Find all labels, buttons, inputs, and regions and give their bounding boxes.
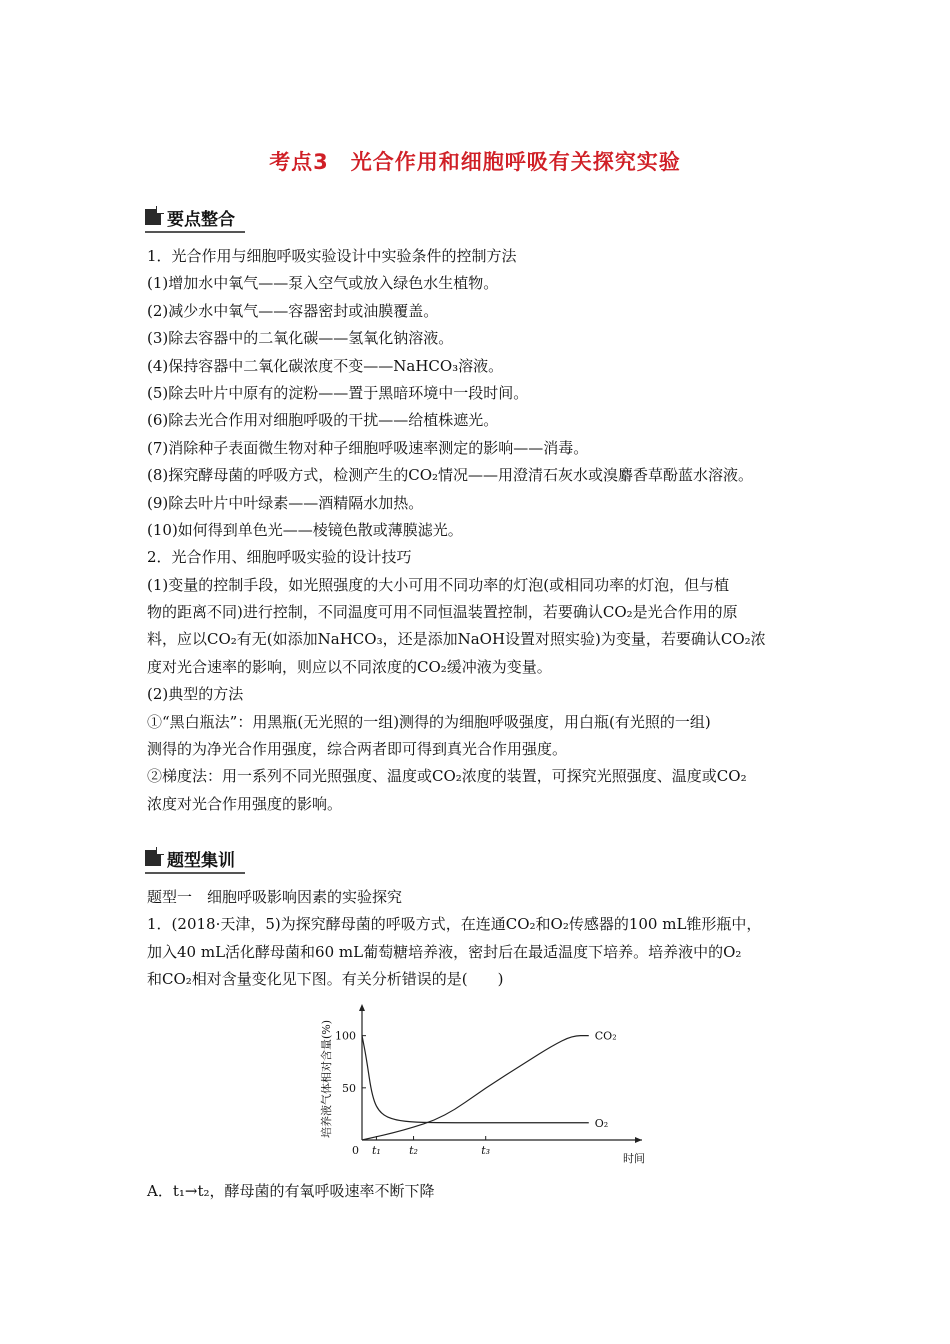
page-title: 考点3 光合作用和细胞呼吸有关探究实验 <box>269 150 681 174</box>
text-line: (6)除去光合作用对细胞呼吸的干扰——给植株遮光。 <box>147 411 499 430</box>
x-axis-arrow-icon <box>635 1137 642 1143</box>
section-heading-label: 题型集训 <box>167 850 235 871</box>
y-tick-label: 50 <box>342 1081 356 1095</box>
series-label: O₂ <box>594 1116 609 1130</box>
section-heading-key-points <box>145 204 235 230</box>
text-line: (9)除去叶片中叶绿素——酒精隔水加热。 <box>147 493 424 512</box>
gas-content-chart <box>310 1000 650 1180</box>
series-line <box>362 1036 589 1123</box>
x-tick-label: t₁ <box>372 1144 381 1157</box>
y-axis-arrow-icon <box>359 1004 365 1011</box>
answer-option-a: A．t₁→t₂，酵母菌的有氧呼吸速率不断下降 <box>147 1182 435 1200</box>
text-line: 测得的为净光合作用强度，综合两者即可得到真光合作用强度。 <box>147 740 568 759</box>
section-heading-exercises <box>145 845 235 871</box>
text-line: (2)减少水中氧气——容器密封或油膜覆盖。 <box>147 301 439 320</box>
series-label: CO₂ <box>594 1029 617 1043</box>
text-line: (7)消除种子表面微生物对种子细胞呼吸速率测定的影响——消毒。 <box>147 438 589 457</box>
text-line: (8)探究酵母菌的呼吸方式，检测产生的CO₂情况——用澄清石灰水或溴麝香草酚蓝水溶液。 <box>147 466 754 485</box>
exercise-body <box>147 884 812 994</box>
text-line: (10)如何得到单色光——棱镜色散或薄膜滤光。 <box>147 520 463 539</box>
text-line: 题型一 细胞呼吸影响因素的实验探究 <box>147 888 403 906</box>
x-tick-label: t₃ <box>481 1144 491 1157</box>
section-marker-icon <box>145 209 161 225</box>
text-line: 物的距离不同)进行控制，不同温度可用不同恒温装置控制，若要确认CO₂是光合作用的原 <box>147 603 738 622</box>
key-points-body <box>147 243 812 818</box>
section-heading-label: 要点整合 <box>167 209 235 230</box>
x-axis-label: 时间 <box>623 1152 645 1165</box>
text-line: (2)典型的方法 <box>147 685 244 704</box>
text-line: (4)保持容器中二氧化碳浓度不变——NaHCO₃溶液。 <box>147 356 504 375</box>
section-underline <box>145 872 245 874</box>
text-line: 料，应以CO₂有无(如添加NaHCO₃，还是添加NaOH设置对照实验)为变量，若要确认CO₂浓 <box>147 630 766 649</box>
text-line: 度对光合速率的影响，则应以不同浓度的CO₂缓冲液为变量。 <box>147 657 552 676</box>
y-tick-label: 100 <box>335 1029 356 1043</box>
text-line: 加入40 mL活化酵母菌和60 mL葡萄糖培养液，密封后在最适温度下培养。培养液中的O₂ <box>147 942 742 961</box>
text-line: (3)除去容器中的二氧化碳——氢氧化钠溶液。 <box>147 329 454 348</box>
text-line: 2．光合作用、细胞呼吸实验的设计技巧 <box>147 548 412 567</box>
section-marker-icon <box>145 850 161 866</box>
text-line: (1)变量的控制手段，如光照强度的大小可用不同功率的灯泡(或相同功率的灯泡，但与植 <box>147 575 730 594</box>
x-tick-label: t₂ <box>409 1144 418 1157</box>
text-line: (1)增加水中氧气——泵入空气或放入绿色水生植物。 <box>147 274 499 293</box>
text-line: 浓度对光合作用强度的影响。 <box>147 794 343 813</box>
series-line <box>362 1036 589 1140</box>
x-tick-label: 0 <box>352 1144 359 1157</box>
text-line: 1．光合作用与细胞呼吸实验设计中实验条件的控制方法 <box>147 247 517 265</box>
text-line: 1．(2018·天津，5)为探究酵母菌的呼吸方式，在连通CO₂和O₂传感器的100 mL锥形瓶中， <box>147 915 762 934</box>
y-axis-label: 培养液气体相对含量(%) <box>320 1019 333 1138</box>
text-line: ②梯度法：用一系列不同光照强度、温度或CO₂浓度的装置，可探究光照强度、温度或CO₂ <box>147 767 747 786</box>
text-line: ①“黑白瓶法”：用黑瓶(无光照的一组)测得的为细胞呼吸强度，用白瓶(有光照的一组) <box>147 712 711 731</box>
section-underline <box>145 231 245 233</box>
text-line: (5)除去叶片中原有的淀粉——置于黑暗环境中一段时间。 <box>147 383 529 402</box>
text-line: 和CO₂相对含量变化见下图。有关分析错误的是( ) <box>147 970 504 989</box>
